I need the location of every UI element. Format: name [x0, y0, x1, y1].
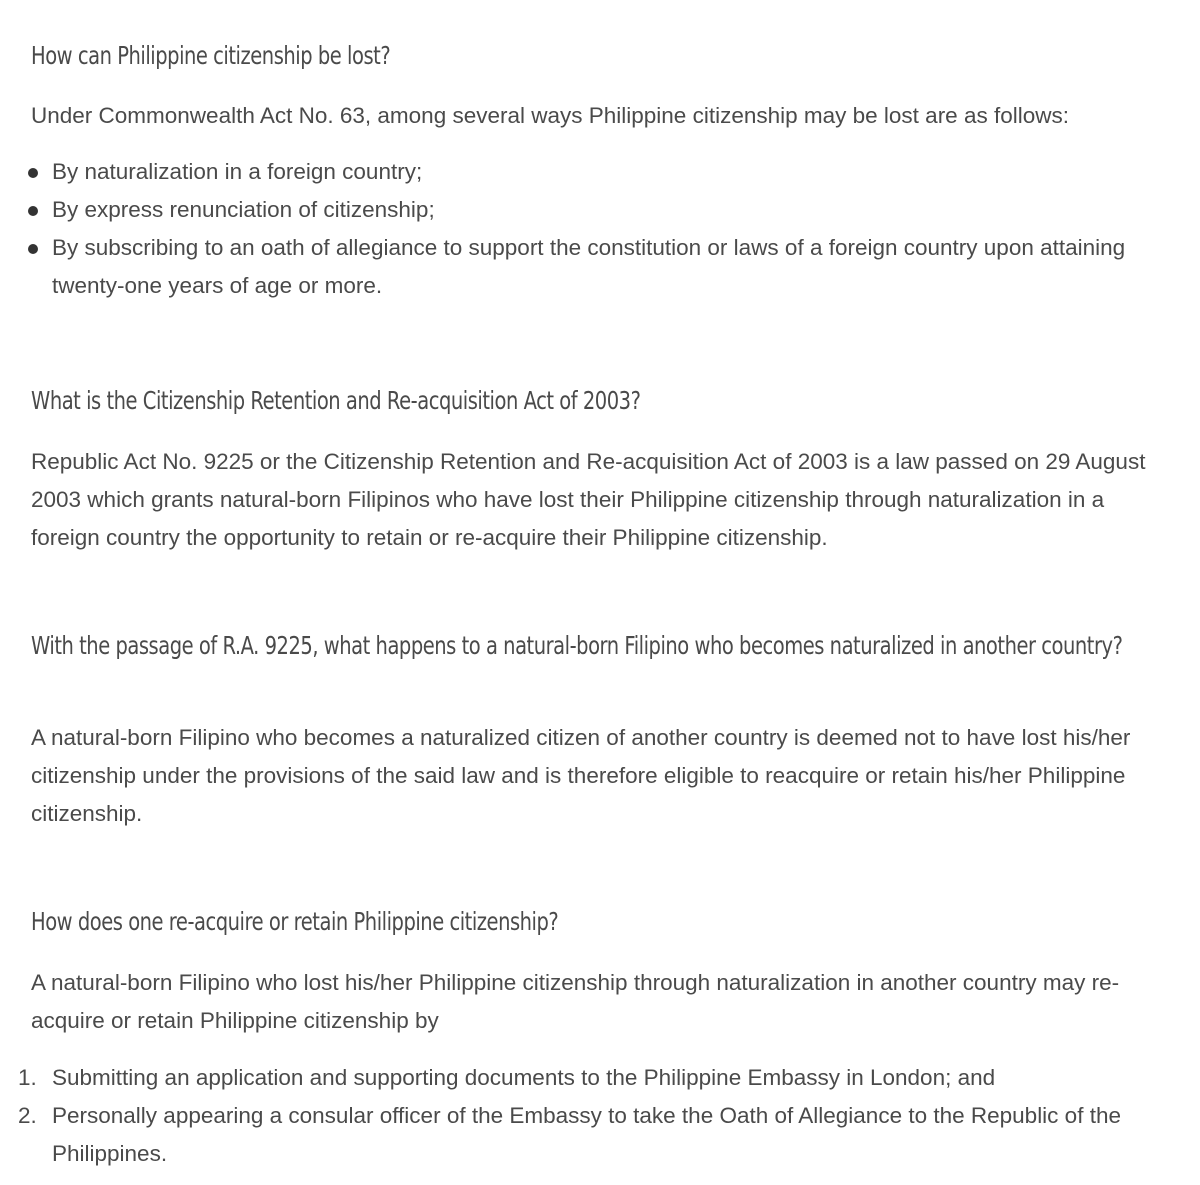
section-1-bullet-list: [0, 153, 1200, 305]
list-item: [0, 1059, 1142, 1097]
list-item: [0, 1097, 1142, 1173]
list-item-text: Personally appearing a consular officer of the Embassy to take the Oath of Allegiance to the Republic of the Philippines.: [52, 1103, 1121, 1166]
bullet-icon: [28, 206, 38, 216]
list-item: [0, 229, 1142, 305]
list-item: [0, 191, 1142, 229]
bullet-icon: [28, 168, 38, 178]
section-2-heading: What is the Citizenship Retention and Re-acquisition Act of 2003?: [31, 386, 641, 415]
section-4-numbered-list: [0, 1059, 1200, 1173]
list-item-text: Submitting an application and supporting documents to the Philippine Embassy in London; and: [52, 1065, 996, 1090]
section-1-paragraph: Under Commonwealth Act No. 63, among several ways Philippine citizenship may be lost are as follows:: [31, 103, 1069, 128]
list-item-number: 2.: [18, 1103, 37, 1128]
list-item-text: By express renunciation of citizenship;: [52, 197, 435, 222]
section-3-paragraph: A natural-born Filipino who becomes a naturalized citizen of another country is deemed not to have lost his/her citizenship under the provisions of the said law and is therefore eligible to reacquire or retain his/her Philippine citizenship.: [31, 725, 1131, 826]
list-item-number: 1.: [18, 1065, 37, 1090]
list-item-text: By subscribing to an oath of allegiance to support the constitution or laws of a foreign country upon attaining twenty-one years of age or more.: [52, 235, 1126, 298]
list-item-text: By naturalization in a foreign country;: [52, 159, 423, 184]
section-4-paragraph: A natural-born Filipino who lost his/her Philippine citizenship through naturalization in another country may re-acquire or retain Philippine citizenship by: [31, 970, 1120, 1033]
list-item: [0, 153, 1142, 191]
section-1-heading: How can Philippine citizenship be lost?: [31, 41, 391, 70]
bullet-icon: [28, 244, 38, 254]
section-4-heading: How does one re-acquire or retain Philippine citizenship?: [31, 907, 559, 936]
section-3-heading: With the passage of R.A. 9225, what happens to a natural-born Filipino who becomes naturalized in another country?: [31, 631, 1123, 660]
section-2-paragraph: Republic Act No. 9225 or the Citizenship Retention and Re-acquisition Act of 2003 is a law passed on 29 August 2003 which grants natural-born Filipinos who have lost their Philippine citizenship through naturalization in a foreign country the opportunity to retain or re-acquire their Philippine citizenship.: [31, 449, 1146, 550]
